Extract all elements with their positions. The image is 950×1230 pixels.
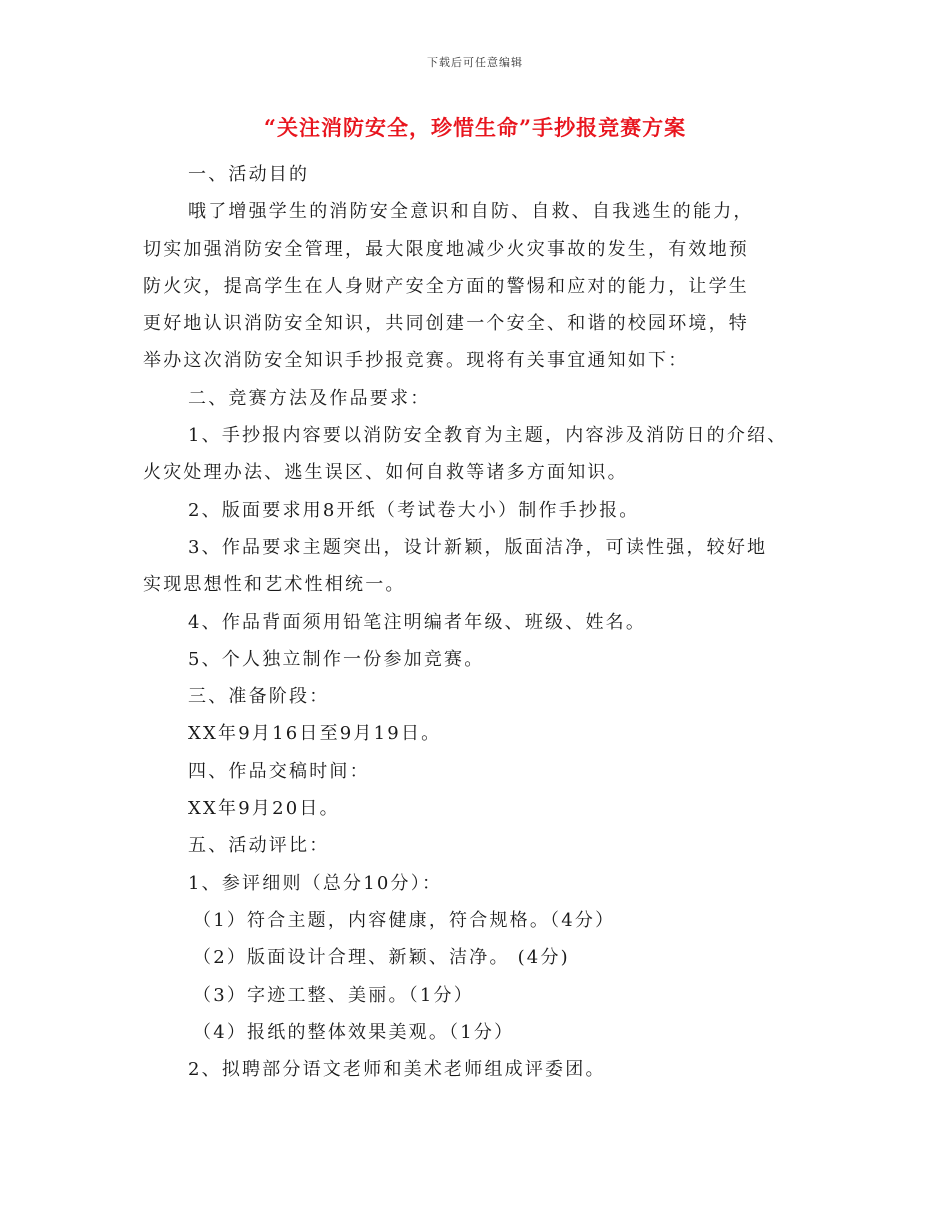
paragraph-line: 一、活动目的 — [188, 164, 310, 185]
paragraph-line: 2、拟聘部分语文老师和美术老师组成评委团。 — [188, 1059, 606, 1081]
paragraph-line: （1）符合主题，内容健康，符合规格。（4分） — [193, 909, 616, 931]
paragraph-line: 5、个人独立制作一份参加竞赛。 — [188, 648, 485, 670]
paragraph-line: XX年9月16日至9月19日。 — [188, 723, 442, 745]
paragraph-line: 三、准备阶段： — [188, 686, 330, 708]
paragraph-line: 3、作品要求主题突出，设计新颖，版面洁净，可读性强，较好地 — [188, 536, 768, 558]
paragraph-line: 2、版面要求用8开纸（考试卷大小）制作手抄报。 — [188, 499, 640, 521]
paragraph-line: 哦了增强学生的消防安全意识和自防、自救、自我逃生的能力， — [188, 201, 754, 223]
paragraph-line: 切实加强消防安全管理，最大限度地减少火灾事故的发生，有效地预 — [143, 238, 749, 260]
header-note: 下载后可任意编辑 — [427, 56, 523, 69]
paragraph-line: （3）字迹工整、美丽。（1分） — [193, 984, 474, 1006]
paragraph-line: 四、作品交稿时间： — [188, 760, 370, 782]
paragraph-line: 二、竞赛方法及作品要求： — [188, 387, 431, 409]
document-body — [143, 156, 823, 1088]
paragraph-line: （2）版面设计合理、新颖、洁净。 (4分) — [193, 947, 570, 969]
paragraph-line: 举办这次消防安全知识手抄报竞赛。现将有关事宜通知如下： — [143, 350, 689, 372]
paragraph-line: 五、活动评比： — [188, 835, 330, 857]
paragraph-line: 4、作品背面须用铅笔注明编者年级、班级、姓名。 — [188, 611, 647, 633]
paragraph-line: XX年9月20日。 — [188, 798, 340, 820]
paragraph-line: 实现思想性和艺术性相统一。 — [143, 574, 406, 596]
paragraph-line: 1、参评细则（总分10分）： — [188, 872, 443, 894]
document-title: “关注消防安全，珍惜生命”手抄报竞赛方案 — [263, 115, 687, 140]
paragraph-line: 火灾处理办法、逃生误区、如何自救等诸多方面知识。 — [143, 462, 628, 484]
paragraph-line: 更好地认识消防安全知识，共同创建一个安全、和谐的校园环境，特 — [143, 313, 749, 335]
paragraph-line: 1、手抄报内容要以消防安全教育为主题，内容涉及消防日的介绍、 — [188, 425, 788, 447]
paragraph-line: （4）报纸的整体效果美观。（1分） — [193, 1021, 515, 1043]
paragraph-line: 防火灾，提高学生在人身财产安全方面的警惕和应对的能力，让学生 — [143, 275, 749, 297]
